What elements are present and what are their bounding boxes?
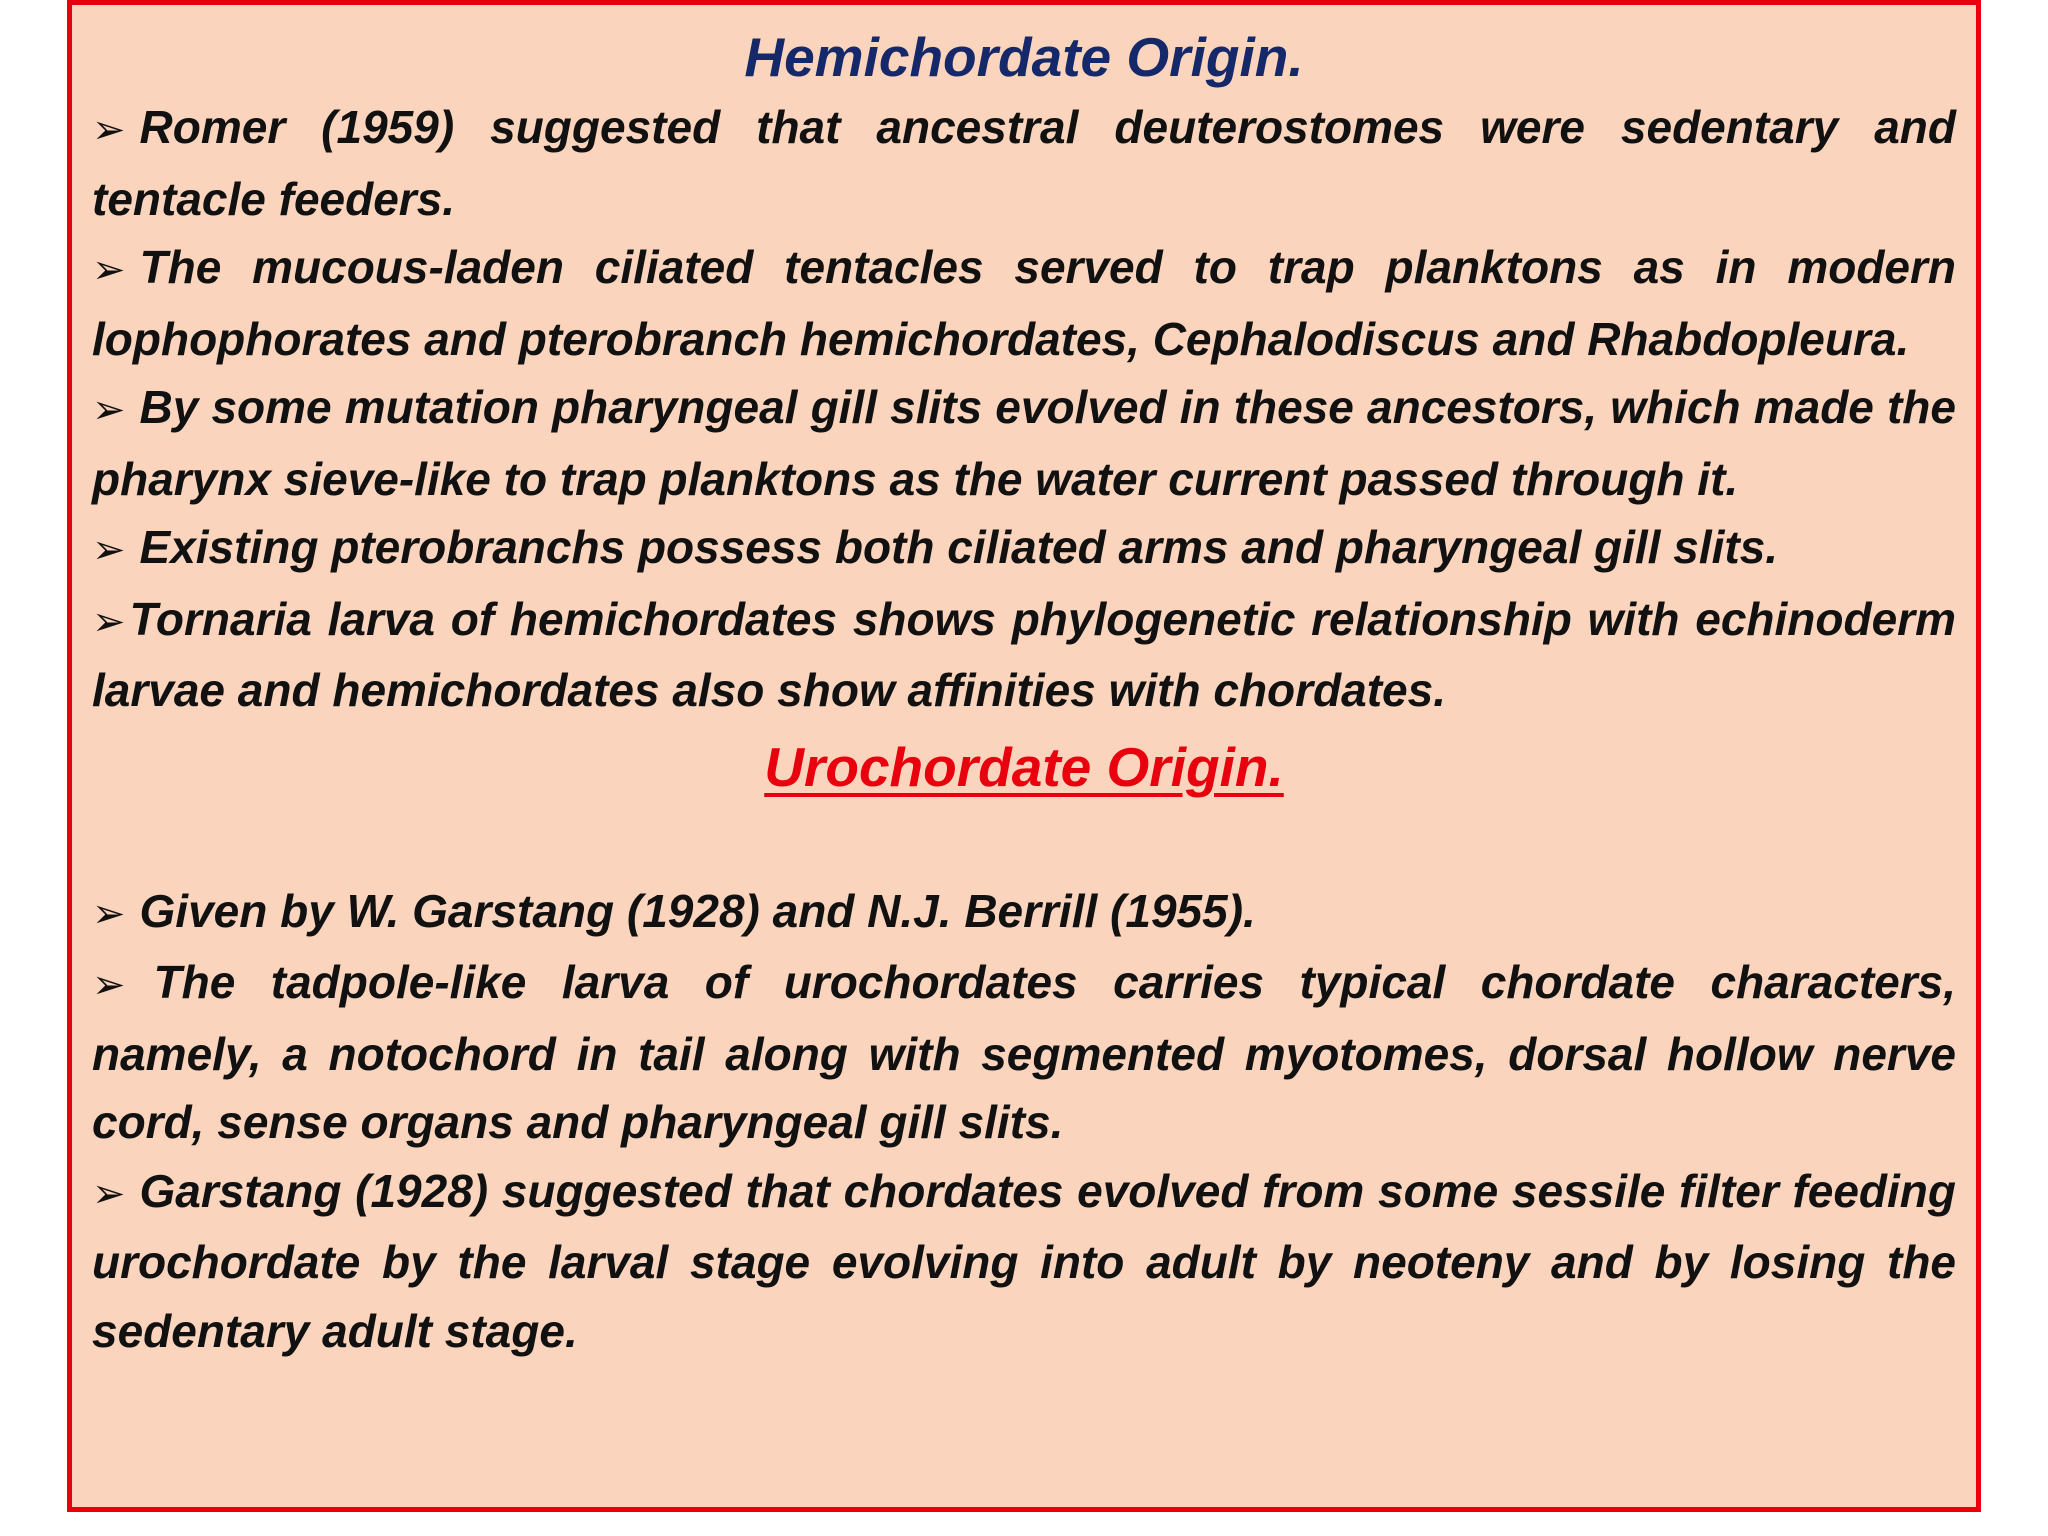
arrow-bullet-icon: ➢ xyxy=(92,962,126,1008)
urochordate-point-2 xyxy=(92,948,1956,1157)
point-text: The tadpole-like larva of urochordates carries typical chordate characters, namely, a notochord in tail along with segmented myotomes, dorsal hollow nerve cord, sense organs and pharyngeal gill slits. xyxy=(92,956,1956,1148)
point-text: Romer (1959) suggested that ancestral deuterostomes were sedentary and tentacle feeders. xyxy=(92,101,1956,225)
arrow-bullet-icon: ➢ xyxy=(92,247,126,293)
arrow-bullet-icon: ➢ xyxy=(92,598,126,645)
hemichordate-point-2 xyxy=(92,233,1956,373)
hemichordate-origin-heading: Hemichordate Origin. xyxy=(744,26,1304,88)
point-text: By some mutation pharyngeal gill slits evolved in these ancestors, which made the pharynx sieve-like to trap planktons as the water current passed through it. xyxy=(92,381,1956,505)
point-text: Garstang (1928) suggested that chordates evolved from some sessile filter feeding urochordate by the larval stage evolving into adult by neoteny and by losing the sedentary adult stage. xyxy=(92,1164,1956,1357)
arrow-bullet-icon: ➢ xyxy=(92,107,126,153)
point-text: Tornaria larva of hemichordates shows phylogenetic relationship with echinoderm larvae and hemichordates also show affinities with chordates. xyxy=(92,592,1956,716)
point-text: The mucous-laden ciliated tentacles served to trap planktons as in modern lophophorates and pterobranch hemichordates, Cephalodiscus and Rhabdopleura. xyxy=(92,241,1956,365)
slide xyxy=(67,0,1981,1512)
hemichordate-point-4 xyxy=(92,513,1956,585)
urochordate-point-3 xyxy=(92,1157,1956,1366)
arrow-bullet-icon: ➢ xyxy=(92,527,126,573)
hemichordate-point-1 xyxy=(92,93,1956,233)
spacer xyxy=(92,809,1956,877)
urochordate-point-1 xyxy=(92,877,1956,949)
hemichordate-point-3 xyxy=(92,373,1956,513)
hemichordate-point-5 xyxy=(92,585,1956,725)
point-text: Existing pterobranchs possess both ciliated arms and pharyngeal gill slits. xyxy=(139,521,1779,573)
arrow-bullet-icon: ➢ xyxy=(92,1170,126,1217)
arrow-bullet-icon: ➢ xyxy=(92,387,126,433)
arrow-bullet-icon: ➢ xyxy=(92,890,126,937)
point-text: Given by W. Garstang (1928) and N.J. Berrill (1955). xyxy=(139,884,1256,937)
urochordate-origin-heading: Urochordate Origin. xyxy=(764,735,1284,798)
